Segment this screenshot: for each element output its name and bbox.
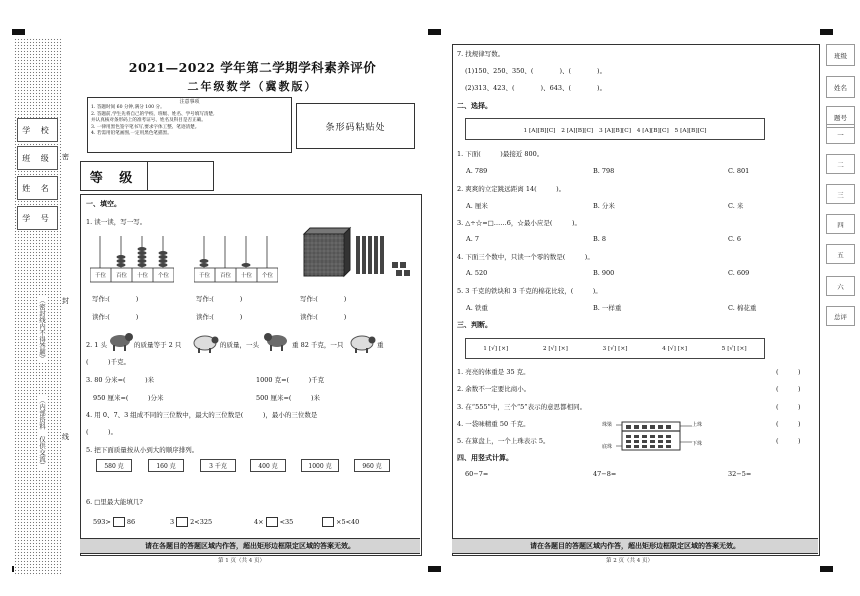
abacus-label-lower-bead: 下珠 <box>692 441 703 447</box>
answer-square[interactable] <box>176 517 188 527</box>
choice-q2-option-b: B. 分米 <box>593 202 615 210</box>
q2-text-part: 的质量等于 2 只 <box>134 341 182 349</box>
registration-mark <box>12 29 25 35</box>
page2-footer-notice: 请在各题目的答题区域内作答，超出矩形边框限定区域的答案无效。 <box>452 538 818 554</box>
weight-card: 580 克 <box>96 459 132 472</box>
notice-item: 2. 答题前,学生先将自己的学校、班级、姓名、学号填写清楚, <box>91 111 215 117</box>
choice-q1: 1. 下面( )最接近 800。 <box>457 150 544 158</box>
page1-footer-notice: 请在各题目的答题区域内作答，超出矩形边框限定区域的答案无效。 <box>80 538 420 554</box>
grade-box <box>80 161 214 191</box>
answer-square[interactable] <box>113 517 125 527</box>
q6-item-1 <box>93 517 135 527</box>
abacus-label: 千位 <box>198 273 210 279</box>
abacus-label: 百位 <box>219 273 231 279</box>
weight-card: 3 千克 <box>200 459 236 472</box>
score-sidebar-q3[interactable]: 三 <box>826 184 855 204</box>
seal-warning: （密封线内不得答题） <box>38 297 46 362</box>
write-blank-3[interactable]: 写作:( ) <box>300 295 347 303</box>
notice-item: 3. 一律用黑色签字笔书写,要求字体工整、笔迹清楚。 <box>91 124 200 130</box>
q6-item-2 <box>170 517 212 527</box>
sheep-icon <box>191 332 219 354</box>
judge-q5-paren[interactable]: ( ) <box>776 437 801 445</box>
judge-q4: 4. 一袋味精重 50 千克。 <box>457 420 530 428</box>
notice-item: 1. 答题时间 60 分钟,满分 100 分。 <box>91 105 165 111</box>
weight-card: 400 克 <box>250 459 286 472</box>
choice-q5-option-b: B. 一样重 <box>593 304 622 312</box>
class-field[interactable]: 班 级 <box>17 146 58 170</box>
score-sidebar-q5[interactable]: 五 <box>826 244 855 264</box>
q3-row2-right[interactable]: 500 厘米=( )米 <box>256 394 320 402</box>
q2-text-part: 的质量，一头 <box>220 341 259 349</box>
score-sidebar-q1[interactable]: 一 <box>826 124 855 144</box>
choice-q2-option-a: A. 厘米 <box>466 202 488 210</box>
score-sidebar-total[interactable]: 总评 <box>826 306 855 326</box>
cow-icon <box>107 330 133 352</box>
score-sidebar-q6[interactable]: 六 <box>826 276 855 296</box>
q6-part: <35 <box>279 518 294 526</box>
choice-q1-option-a: A. 789 <box>466 167 488 175</box>
q2-answer-blank[interactable]: ( )千克。 <box>86 358 131 366</box>
q6-part: 4× <box>254 518 264 526</box>
q2-text-part: 重 82 千克，一只 <box>292 341 344 349</box>
seal-word-feng: 封 <box>62 297 69 305</box>
choice-q2: 2. 爽爽的立定跳远距离 14( )。 <box>457 185 566 193</box>
judge-q2-paren[interactable]: ( ) <box>776 385 801 393</box>
judge-q1-paren[interactable]: ( ) <box>776 368 801 376</box>
q5-text: 5. 把下面质量按从小到大的顺序排列。 <box>86 446 199 454</box>
q1-text: 1. 读一读，写一写。 <box>86 218 147 226</box>
barcode-area: 条形码粘贴处 <box>296 103 415 149</box>
choice-q5-option-c: C. 棉花重 <box>728 304 757 312</box>
abacus-label: 十位 <box>136 273 148 279</box>
grade-label: 等 级 <box>81 162 148 190</box>
read-blank-1[interactable]: 读作:( ) <box>92 313 139 321</box>
judge-q5: 5. 在算盘上，一个上珠表示 5。 <box>457 437 550 445</box>
internal-note: （内部资料 仅供交流） <box>38 397 46 469</box>
judge-q1: 1. 亮亮的体重是 35 克。 <box>457 368 530 376</box>
section-vertical-calc: 四、用竖式计算。 <box>457 454 513 462</box>
judge-sheet-item[interactable]: 2 [√] [×] <box>542 345 568 352</box>
write-blank-1[interactable]: 写作:( ) <box>92 295 139 303</box>
notice-item: 并认真核对条形码上的准考证号、姓名及科目是否正确。 <box>91 118 206 124</box>
choice-answer-sheet[interactable]: 1 [A][B][C] 2 [A][B][C] 3 [A][B][C] 4 [A][B][C] 5 [A][B][C] <box>465 118 765 140</box>
section-choice: 二、选择。 <box>457 102 492 110</box>
notice-box <box>87 97 292 153</box>
q6-part: ×5<40 <box>336 518 360 526</box>
abacus-label: 十位 <box>240 273 252 279</box>
page1-number: 第 1 页（共 4 页） <box>218 558 265 564</box>
score-sidebar-name[interactable]: 姓名 <box>826 76 855 98</box>
choice-q5: 5. 3 千克的铁块和 3 千克的棉花比较，( )。 <box>457 287 602 295</box>
judge-sheet-item[interactable]: 5 [√] [×] <box>721 345 747 352</box>
base-ten-blocks-image <box>300 226 415 284</box>
q3-row2-left[interactable]: 950 厘米=( )分米 <box>93 394 164 402</box>
q6-item-3 <box>254 517 293 527</box>
choice-q3-option-b: B. 8 <box>593 235 607 243</box>
score-sidebar-q2[interactable]: 二 <box>826 154 855 174</box>
q7-row1[interactable]: (1)150、250、350、( )、( )。 <box>465 67 607 75</box>
choice-q5-option-a: A. 铁重 <box>466 304 488 312</box>
sheep-icon <box>348 332 376 354</box>
judge-q3-paren[interactable]: ( ) <box>776 403 801 411</box>
abacus-diagram <box>616 420 692 452</box>
notice-item: 4. 若需用铅笔画图,一定用黑色笔描黑。 <box>91 131 172 137</box>
calc-item-2: 47−8= <box>593 470 617 478</box>
read-blank-3[interactable]: 读作:( ) <box>300 313 347 321</box>
exam-title: 2021—2022 学年第二学期学科素养评价 <box>128 60 377 75</box>
registration-mark <box>428 566 441 572</box>
calc-item-1: 60−7= <box>465 470 489 478</box>
calc-item-3: 32−5= <box>728 470 752 478</box>
choice-q3-option-c: C. 6 <box>728 235 742 243</box>
read-blank-2[interactable]: 读作:( ) <box>196 313 243 321</box>
section-judge: 三、判断。 <box>457 321 492 329</box>
abacus-label-bottom: 底珠 <box>602 444 613 450</box>
registration-mark <box>428 29 441 35</box>
q3-row1-left[interactable]: 3. 80 分米=( )米 <box>86 376 155 384</box>
q4-text: 4. 用 0、7、3 组成不同的三位数中，最大的三位数是( )，最小的三位数是 <box>86 411 318 419</box>
choice-q4-option-a: A. 520 <box>466 269 488 277</box>
abacus-label-beam: 珠梁 <box>602 422 613 428</box>
q6-part: 86 <box>126 518 136 526</box>
answer-square[interactable] <box>322 517 334 527</box>
q6-part: 593> <box>93 518 111 526</box>
seal-word-xian: 线 <box>62 433 69 441</box>
judge-sheet-item[interactable]: 1 [√] [×] <box>483 345 509 352</box>
abacus-label: 百位 <box>115 273 127 279</box>
q6-part: 3 <box>170 518 175 526</box>
choice-q4-option-b: B. 900 <box>593 269 615 277</box>
q4-answer-blank[interactable]: ( )。 <box>86 428 118 436</box>
exam-subtitle: 二年级数学（冀教版） <box>187 80 318 93</box>
q6-text: 6. □里最大能填几? <box>86 498 143 506</box>
weight-card: 960 克 <box>354 459 390 472</box>
q7-row2[interactable]: (2)313、423、( )、643、( )。 <box>465 84 607 92</box>
judge-q2: 2. 余数不一定要比商小。 <box>457 385 531 393</box>
score-sidebar-class[interactable]: 班级 <box>826 44 855 66</box>
choice-q3: 3. △÷☆=□……6，☆最小应是( )。 <box>457 219 582 227</box>
section-fill-blank: 一、填空。 <box>86 200 121 208</box>
q6-item-4 <box>320 517 359 527</box>
judge-q4-paren[interactable]: ( ) <box>776 420 801 428</box>
choice-q1-option-b: B. 798 <box>593 167 615 175</box>
q7-text: 7. 找规律写数。 <box>457 50 505 58</box>
student-id-field[interactable]: 学 号 <box>17 206 58 230</box>
judge-answer-sheet[interactable] <box>465 338 765 359</box>
q2-text-part: 2. 1 头 <box>86 341 107 349</box>
notice-title: 注意事项 <box>179 99 200 105</box>
judge-sheet-item[interactable]: 3 [√] [×] <box>602 345 628 352</box>
choice-q1-option-c: C. 801 <box>728 167 750 175</box>
judge-q3: 3. 在“555”中，三个“5”表示的意思都相同。 <box>457 403 587 411</box>
choice-q4: 4. 下面三个数中，只读一个零的数是( )。 <box>457 253 594 261</box>
abacus-label: 个位 <box>261 273 273 279</box>
weight-card: 1000 克 <box>301 459 339 472</box>
registration-mark <box>820 566 833 572</box>
name-field[interactable]: 姓 名 <box>17 176 58 200</box>
choice-q3-option-a: A. 7 <box>466 235 479 243</box>
score-sidebar-question-no: 题号 <box>826 106 855 128</box>
choice-q4-option-c: C. 609 <box>728 269 750 277</box>
judge-sheet-item[interactable]: 4 [√] [×] <box>662 345 688 352</box>
answer-square[interactable] <box>266 517 278 527</box>
abacus-label: 个位 <box>157 273 169 279</box>
page2-number: 第 2 页（共 4 页） <box>606 558 653 564</box>
seal-word-mi: 密 <box>62 153 69 161</box>
choice-q2-option-c: C. 米 <box>728 202 744 210</box>
school-field[interactable]: 学 校 <box>17 118 58 142</box>
abacus-label-upper-bead: 上珠 <box>692 422 703 428</box>
registration-mark <box>820 29 833 35</box>
q6-part: 2<325 <box>190 518 213 526</box>
write-blank-2[interactable]: 写作:( ) <box>196 295 243 303</box>
q3-row1-right[interactable]: 1000 克=( )千克 <box>256 376 325 384</box>
q2-text-part: 重 <box>377 341 384 349</box>
cow-icon <box>264 330 290 352</box>
score-sidebar-q4[interactable]: 四 <box>826 214 855 234</box>
weight-card: 160 克 <box>148 459 184 472</box>
abacus-label: 千位 <box>94 273 106 279</box>
